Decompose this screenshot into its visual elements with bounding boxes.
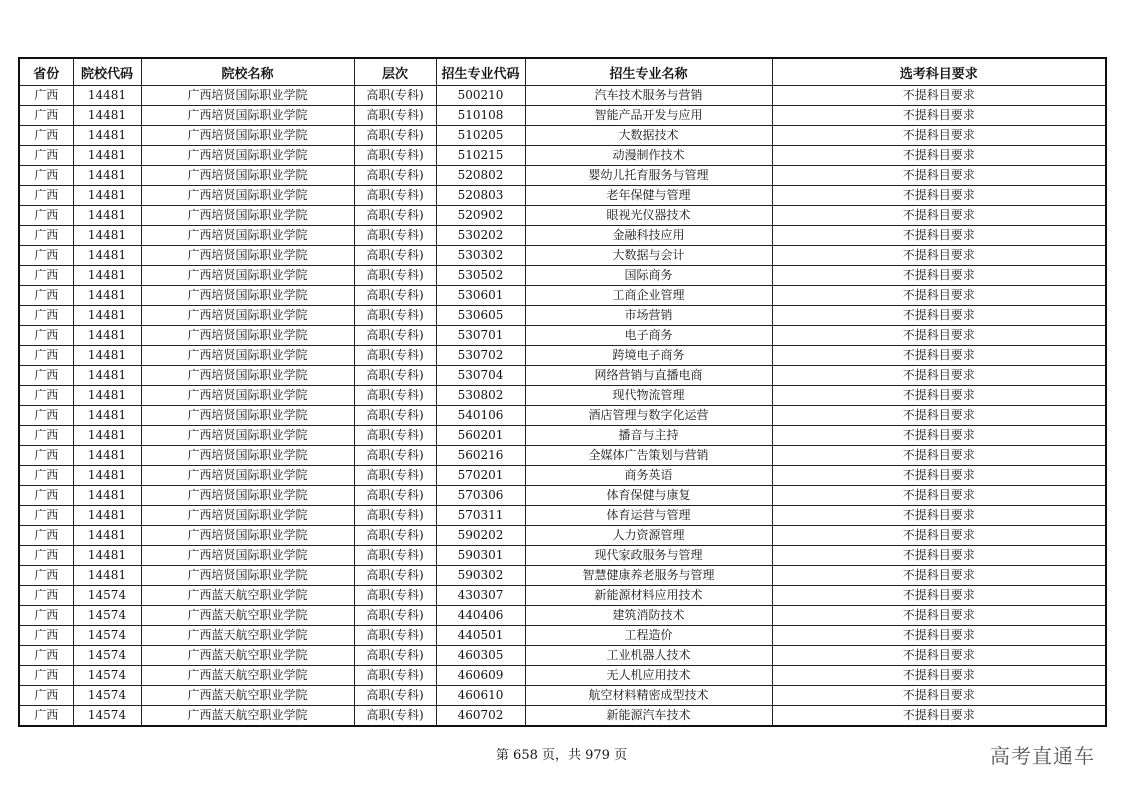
major-code-cell: 590202 (436, 526, 525, 546)
province-cell: 广西 (19, 226, 73, 246)
table-row (19, 426, 1106, 446)
major-name-cell: 无人机应用技术 (525, 666, 772, 686)
school-code-cell: 14481 (73, 146, 141, 166)
major-name-cell: 播音与主持 (525, 426, 772, 446)
level-cell: 高职(专科) (354, 706, 436, 727)
level-cell: 高职(专科) (354, 166, 436, 186)
school-name-cell: 广西培贤国际职业学院 (141, 546, 354, 566)
table-row (19, 466, 1106, 486)
subject-requirement-cell: 不提科目要求 (772, 226, 1106, 246)
major-name-cell: 人力资源管理 (525, 526, 772, 546)
table-row (19, 406, 1106, 426)
province-cell: 广西 (19, 626, 73, 646)
school-code-cell: 14481 (73, 546, 141, 566)
column-header: 选考科目要求 (772, 58, 1106, 86)
major-code-cell: 570201 (436, 466, 525, 486)
province-cell: 广西 (19, 466, 73, 486)
subject-requirement-cell: 不提科目要求 (772, 346, 1106, 366)
school-name-cell: 广西培贤国际职业学院 (141, 446, 354, 466)
level-cell: 高职(专科) (354, 606, 436, 626)
major-code-cell: 520802 (436, 166, 525, 186)
subject-requirement-cell: 不提科目要求 (772, 626, 1106, 646)
major-code-cell: 530502 (436, 266, 525, 286)
school-code-cell: 14481 (73, 346, 141, 366)
province-cell: 广西 (19, 346, 73, 366)
school-name-cell: 广西培贤国际职业学院 (141, 566, 354, 586)
major-code-cell: 530704 (436, 366, 525, 386)
school-code-cell: 14481 (73, 286, 141, 306)
major-code-cell: 530701 (436, 326, 525, 346)
school-code-cell: 14481 (73, 406, 141, 426)
major-name-cell: 老年保健与管理 (525, 186, 772, 206)
province-cell: 广西 (19, 446, 73, 466)
column-header: 招生专业名称 (525, 58, 772, 86)
level-cell: 高职(专科) (354, 546, 436, 566)
major-name-cell: 网络营销与直播电商 (525, 366, 772, 386)
school-code-cell: 14481 (73, 106, 141, 126)
table-row (19, 266, 1106, 286)
subject-requirement-cell: 不提科目要求 (772, 366, 1106, 386)
level-cell: 高职(专科) (354, 486, 436, 506)
major-code-cell: 590301 (436, 546, 525, 566)
major-name-cell: 智慧健康养老服务与管理 (525, 566, 772, 586)
major-code-cell: 530202 (436, 226, 525, 246)
school-code-cell: 14481 (73, 166, 141, 186)
school-name-cell: 广西培贤国际职业学院 (141, 526, 354, 546)
admissions-table-container (18, 57, 1105, 727)
level-cell: 高职(专科) (354, 246, 436, 266)
subject-requirement-cell: 不提科目要求 (772, 526, 1106, 546)
school-code-cell: 14481 (73, 246, 141, 266)
major-name-cell: 动漫制作技术 (525, 146, 772, 166)
school-code-cell: 14481 (73, 486, 141, 506)
major-name-cell: 婴幼儿托育服务与管理 (525, 166, 772, 186)
table-row (19, 286, 1106, 306)
major-name-cell: 工程造价 (525, 626, 772, 646)
level-cell: 高职(专科) (354, 386, 436, 406)
major-name-cell: 全媒体广告策划与营销 (525, 446, 772, 466)
level-cell: 高职(专科) (354, 206, 436, 226)
major-name-cell: 酒店管理与数字化运营 (525, 406, 772, 426)
school-code-cell: 14481 (73, 366, 141, 386)
school-name-cell: 广西培贤国际职业学院 (141, 466, 354, 486)
province-cell: 广西 (19, 386, 73, 406)
school-code-cell: 14481 (73, 206, 141, 226)
school-code-cell: 14574 (73, 666, 141, 686)
school-name-cell: 广西培贤国际职业学院 (141, 486, 354, 506)
province-cell: 广西 (19, 686, 73, 706)
header-row (19, 58, 1106, 86)
province-cell: 广西 (19, 426, 73, 446)
major-code-cell: 510215 (436, 146, 525, 166)
school-name-cell: 广西培贤国际职业学院 (141, 306, 354, 326)
table-row (19, 366, 1106, 386)
major-code-cell: 570306 (436, 486, 525, 506)
school-name-cell: 广西培贤国际职业学院 (141, 346, 354, 366)
subject-requirement-cell: 不提科目要求 (772, 446, 1106, 466)
level-cell: 高职(专科) (354, 626, 436, 646)
subject-requirement-cell: 不提科目要求 (772, 506, 1106, 526)
province-cell: 广西 (19, 486, 73, 506)
subject-requirement-cell: 不提科目要求 (772, 126, 1106, 146)
table-row (19, 346, 1106, 366)
major-name-cell: 金融科技应用 (525, 226, 772, 246)
column-header: 层次 (354, 58, 436, 86)
table-row (19, 506, 1106, 526)
level-cell: 高职(专科) (354, 286, 436, 306)
major-name-cell: 工商企业管理 (525, 286, 772, 306)
school-name-cell: 广西蓝天航空职业学院 (141, 686, 354, 706)
table-row (19, 106, 1106, 126)
subject-requirement-cell: 不提科目要求 (772, 386, 1106, 406)
school-code-cell: 14481 (73, 126, 141, 146)
column-header: 院校代码 (73, 58, 141, 86)
major-code-cell: 530302 (436, 246, 525, 266)
school-code-cell: 14574 (73, 626, 141, 646)
table-row (19, 686, 1106, 706)
subject-requirement-cell: 不提科目要求 (772, 166, 1106, 186)
major-name-cell: 航空材料精密成型技术 (525, 686, 772, 706)
level-cell: 高职(专科) (354, 366, 436, 386)
major-code-cell: 460609 (436, 666, 525, 686)
school-code-cell: 14574 (73, 606, 141, 626)
school-name-cell: 广西培贤国际职业学院 (141, 366, 354, 386)
subject-requirement-cell: 不提科目要求 (772, 246, 1106, 266)
school-code-cell: 14481 (73, 446, 141, 466)
major-name-cell: 眼视光仪器技术 (525, 206, 772, 226)
subject-requirement-cell: 不提科目要求 (772, 706, 1106, 727)
subject-requirement-cell: 不提科目要求 (772, 186, 1106, 206)
table-row (19, 666, 1106, 686)
table-row (19, 546, 1106, 566)
province-cell: 广西 (19, 246, 73, 266)
level-cell: 高职(专科) (354, 146, 436, 166)
province-cell: 广西 (19, 706, 73, 727)
column-header: 省份 (19, 58, 73, 86)
level-cell: 高职(专科) (354, 126, 436, 146)
table-row (19, 586, 1106, 606)
major-code-cell: 430307 (436, 586, 525, 606)
province-cell: 广西 (19, 266, 73, 286)
level-cell: 高职(专科) (354, 666, 436, 686)
major-code-cell: 570311 (436, 506, 525, 526)
major-name-cell: 新能源汽车技术 (525, 706, 772, 727)
school-name-cell: 广西蓝天航空职业学院 (141, 706, 354, 727)
level-cell: 高职(专科) (354, 186, 436, 206)
level-cell: 高职(专科) (354, 586, 436, 606)
school-code-cell: 14481 (73, 526, 141, 546)
major-code-cell: 540106 (436, 406, 525, 426)
province-cell: 广西 (19, 126, 73, 146)
subject-requirement-cell: 不提科目要求 (772, 486, 1106, 506)
level-cell: 高职(专科) (354, 326, 436, 346)
school-code-cell: 14481 (73, 306, 141, 326)
level-cell: 高职(专科) (354, 306, 436, 326)
admissions-table (18, 57, 1107, 727)
table-row (19, 186, 1106, 206)
school-code-cell: 14574 (73, 586, 141, 606)
table-header (19, 58, 1106, 86)
table-row (19, 446, 1106, 466)
major-code-cell: 460305 (436, 646, 525, 666)
school-name-cell: 广西培贤国际职业学院 (141, 406, 354, 426)
province-cell: 广西 (19, 586, 73, 606)
level-cell: 高职(专科) (354, 106, 436, 126)
level-cell: 高职(专科) (354, 646, 436, 666)
major-code-cell: 530802 (436, 386, 525, 406)
major-name-cell: 商务英语 (525, 466, 772, 486)
column-header: 院校名称 (141, 58, 354, 86)
subject-requirement-cell: 不提科目要求 (772, 426, 1106, 446)
major-name-cell: 工业机器人技术 (525, 646, 772, 666)
major-code-cell: 500210 (436, 86, 525, 106)
province-cell: 广西 (19, 646, 73, 666)
province-cell: 广西 (19, 326, 73, 346)
major-name-cell: 市场营销 (525, 306, 772, 326)
school-name-cell: 广西蓝天航空职业学院 (141, 586, 354, 606)
school-name-cell: 广西培贤国际职业学院 (141, 286, 354, 306)
subject-requirement-cell: 不提科目要求 (772, 106, 1106, 126)
table-row (19, 166, 1106, 186)
major-code-cell: 510205 (436, 126, 525, 146)
province-cell: 广西 (19, 666, 73, 686)
major-code-cell: 530702 (436, 346, 525, 366)
province-cell: 广西 (19, 206, 73, 226)
school-code-cell: 14481 (73, 466, 141, 486)
school-code-cell: 14481 (73, 386, 141, 406)
major-name-cell: 跨境电子商务 (525, 346, 772, 366)
school-name-cell: 广西蓝天航空职业学院 (141, 646, 354, 666)
province-cell: 广西 (19, 86, 73, 106)
school-name-cell: 广西培贤国际职业学院 (141, 386, 354, 406)
major-code-cell: 520803 (436, 186, 525, 206)
subject-requirement-cell: 不提科目要求 (772, 686, 1106, 706)
major-name-cell: 现代物流管理 (525, 386, 772, 406)
school-code-cell: 14481 (73, 86, 141, 106)
major-name-cell: 智能产品开发与应用 (525, 106, 772, 126)
school-name-cell: 广西培贤国际职业学院 (141, 246, 354, 266)
province-cell: 广西 (19, 566, 73, 586)
major-code-cell: 460702 (436, 706, 525, 727)
column-header: 招生专业代码 (436, 58, 525, 86)
province-cell: 广西 (19, 286, 73, 306)
major-code-cell: 560216 (436, 446, 525, 466)
table-row (19, 606, 1106, 626)
level-cell: 高职(专科) (354, 266, 436, 286)
table-row (19, 126, 1106, 146)
major-name-cell: 电子商务 (525, 326, 772, 346)
subject-requirement-cell: 不提科目要求 (772, 286, 1106, 306)
province-cell: 广西 (19, 166, 73, 186)
school-name-cell: 广西培贤国际职业学院 (141, 326, 354, 346)
school-code-cell: 14481 (73, 506, 141, 526)
level-cell: 高职(专科) (354, 86, 436, 106)
table-row (19, 306, 1106, 326)
table-row (19, 386, 1106, 406)
major-name-cell: 大数据与会计 (525, 246, 772, 266)
table-row (19, 526, 1106, 546)
school-code-cell: 14481 (73, 186, 141, 206)
major-name-cell: 体育保健与康复 (525, 486, 772, 506)
level-cell: 高职(专科) (354, 506, 436, 526)
school-code-cell: 14481 (73, 226, 141, 246)
level-cell: 高职(专科) (354, 466, 436, 486)
table-row (19, 566, 1106, 586)
major-name-cell: 建筑消防技术 (525, 606, 772, 626)
subject-requirement-cell: 不提科目要求 (772, 86, 1106, 106)
province-cell: 广西 (19, 186, 73, 206)
province-cell: 广西 (19, 306, 73, 326)
level-cell: 高职(专科) (354, 566, 436, 586)
major-name-cell: 现代家政服务与管理 (525, 546, 772, 566)
major-name-cell: 新能源材料应用技术 (525, 586, 772, 606)
subject-requirement-cell: 不提科目要求 (772, 466, 1106, 486)
table-row (19, 486, 1106, 506)
school-name-cell: 广西蓝天航空职业学院 (141, 606, 354, 626)
major-code-cell: 460610 (436, 686, 525, 706)
subject-requirement-cell: 不提科目要求 (772, 206, 1106, 226)
major-code-cell: 590302 (436, 566, 525, 586)
level-cell: 高职(专科) (354, 406, 436, 426)
level-cell: 高职(专科) (354, 686, 436, 706)
province-cell: 广西 (19, 606, 73, 626)
level-cell: 高职(专科) (354, 526, 436, 546)
province-cell: 广西 (19, 506, 73, 526)
table-row (19, 326, 1106, 346)
subject-requirement-cell: 不提科目要求 (772, 546, 1106, 566)
province-cell: 广西 (19, 146, 73, 166)
school-name-cell: 广西培贤国际职业学院 (141, 166, 354, 186)
major-code-cell: 510108 (436, 106, 525, 126)
major-code-cell: 440501 (436, 626, 525, 646)
table-row (19, 706, 1106, 727)
table-row (19, 146, 1106, 166)
major-name-cell: 汽车技术服务与营销 (525, 86, 772, 106)
major-name-cell: 体育运营与管理 (525, 506, 772, 526)
province-cell: 广西 (19, 406, 73, 426)
school-name-cell: 广西蓝天航空职业学院 (141, 666, 354, 686)
major-code-cell: 530601 (436, 286, 525, 306)
subject-requirement-cell: 不提科目要求 (772, 326, 1106, 346)
school-code-cell: 14574 (73, 686, 141, 706)
level-cell: 高职(专科) (354, 446, 436, 466)
major-name-cell: 国际商务 (525, 266, 772, 286)
school-name-cell: 广西培贤国际职业学院 (141, 206, 354, 226)
watermark-logo-text: 高考直通车 (990, 744, 1095, 768)
subject-requirement-cell: 不提科目要求 (772, 566, 1106, 586)
province-cell: 广西 (19, 106, 73, 126)
table-body (19, 86, 1106, 727)
subject-requirement-cell: 不提科目要求 (772, 606, 1106, 626)
table-row (19, 86, 1106, 106)
table-row (19, 206, 1106, 226)
school-code-cell: 14574 (73, 646, 141, 666)
major-name-cell: 大数据技术 (525, 126, 772, 146)
school-name-cell: 广西培贤国际职业学院 (141, 146, 354, 166)
table-row (19, 626, 1106, 646)
school-name-cell: 广西蓝天航空职业学院 (141, 626, 354, 646)
table-row (19, 246, 1106, 266)
school-name-cell: 广西培贤国际职业学院 (141, 126, 354, 146)
level-cell: 高职(专科) (354, 346, 436, 366)
major-code-cell: 560201 (436, 426, 525, 446)
major-code-cell: 520902 (436, 206, 525, 226)
major-code-cell: 440406 (436, 606, 525, 626)
province-cell: 广西 (19, 366, 73, 386)
school-code-cell: 14481 (73, 326, 141, 346)
level-cell: 高职(专科) (354, 226, 436, 246)
school-name-cell: 广西培贤国际职业学院 (141, 266, 354, 286)
school-name-cell: 广西培贤国际职业学院 (141, 86, 354, 106)
province-cell: 广西 (19, 526, 73, 546)
school-name-cell: 广西培贤国际职业学院 (141, 186, 354, 206)
school-name-cell: 广西培贤国际职业学院 (141, 506, 354, 526)
major-code-cell: 530605 (436, 306, 525, 326)
table-row (19, 646, 1106, 666)
subject-requirement-cell: 不提科目要求 (772, 266, 1106, 286)
subject-requirement-cell: 不提科目要求 (772, 586, 1106, 606)
subject-requirement-cell: 不提科目要求 (772, 646, 1106, 666)
school-code-cell: 14481 (73, 566, 141, 586)
subject-requirement-cell: 不提科目要求 (772, 406, 1106, 426)
page-number: 第 658 页，共 979 页 (495, 748, 628, 763)
subject-requirement-cell: 不提科目要求 (772, 666, 1106, 686)
school-name-cell: 广西培贤国际职业学院 (141, 106, 354, 126)
level-cell: 高职(专科) (354, 426, 436, 446)
subject-requirement-cell: 不提科目要求 (772, 306, 1106, 326)
table-row (19, 226, 1106, 246)
school-name-cell: 广西培贤国际职业学院 (141, 226, 354, 246)
school-code-cell: 14481 (73, 426, 141, 446)
province-cell: 广西 (19, 546, 73, 566)
subject-requirement-cell: 不提科目要求 (772, 146, 1106, 166)
school-code-cell: 14481 (73, 266, 141, 286)
school-code-cell: 14574 (73, 706, 141, 727)
school-name-cell: 广西培贤国际职业学院 (141, 426, 354, 446)
